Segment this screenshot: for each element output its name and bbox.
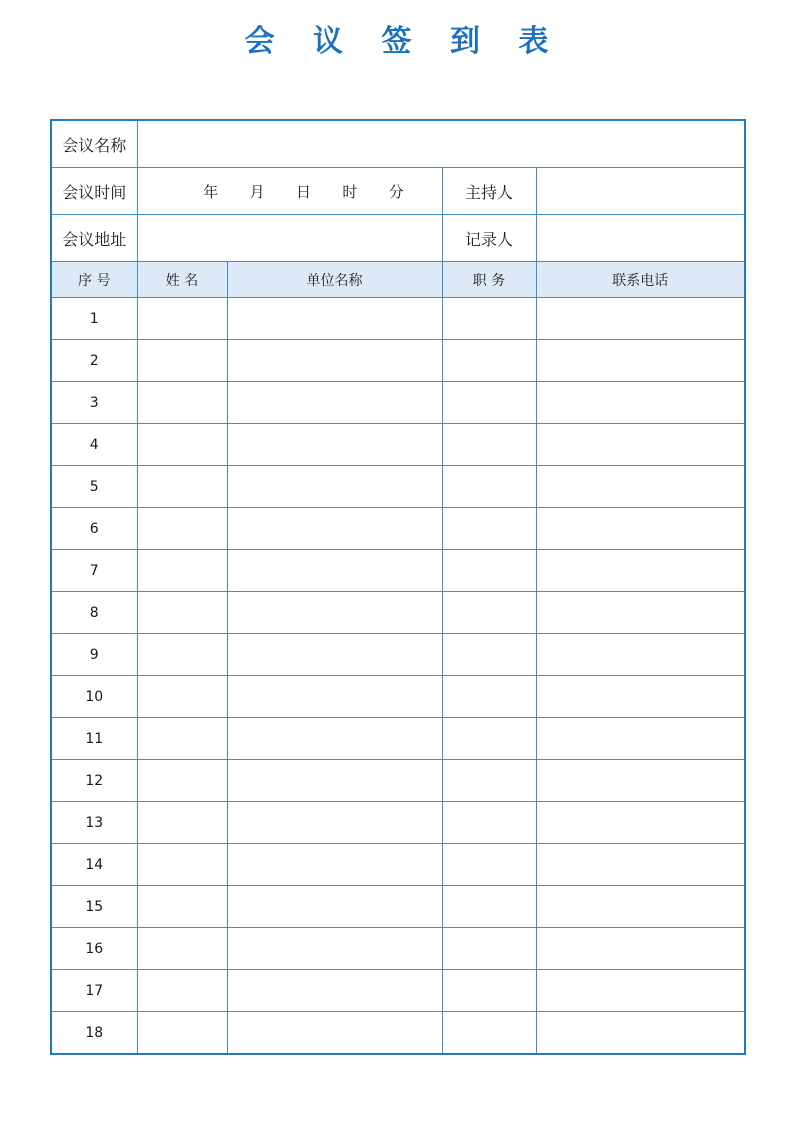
row-index: 5 [51, 466, 137, 508]
time-unit-month: 月 [249, 182, 265, 201]
row-name-cell[interactable] [137, 550, 227, 592]
table-row [51, 592, 745, 634]
column-header-row [51, 262, 745, 298]
row-position-cell[interactable] [442, 340, 536, 382]
signin-table [50, 119, 746, 1055]
row-phone-cell[interactable] [536, 550, 745, 592]
row-index: 17 [51, 970, 137, 1012]
time-unit-year: 年 [203, 182, 219, 201]
row-organization-cell[interactable] [227, 970, 442, 1012]
row-phone-cell[interactable] [536, 1012, 745, 1055]
meeting-name-label: 会议名称 [51, 120, 137, 168]
row-position-cell[interactable] [442, 592, 536, 634]
row-position-cell[interactable] [442, 382, 536, 424]
row-phone-cell[interactable] [536, 844, 745, 886]
row-index: 13 [51, 802, 137, 844]
row-organization-cell[interactable] [227, 718, 442, 760]
row-organization-cell[interactable] [227, 424, 442, 466]
meeting-address-label: 会议地址 [51, 215, 137, 262]
meeting-time-row [51, 168, 745, 215]
row-organization-cell[interactable] [227, 886, 442, 928]
table-row [51, 928, 745, 970]
time-unit-hour: 时 [342, 182, 358, 201]
table-row [51, 424, 745, 466]
row-name-cell[interactable] [137, 760, 227, 802]
row-index: 7 [51, 550, 137, 592]
row-position-cell[interactable] [442, 634, 536, 676]
row-name-cell[interactable] [137, 424, 227, 466]
row-phone-cell[interactable] [536, 676, 745, 718]
row-organization-cell[interactable] [227, 340, 442, 382]
row-position-cell[interactable] [442, 802, 536, 844]
row-organization-cell[interactable] [227, 676, 442, 718]
row-name-cell[interactable] [137, 676, 227, 718]
row-organization-cell[interactable] [227, 634, 442, 676]
row-index: 18 [51, 1012, 137, 1055]
row-organization-cell[interactable] [227, 466, 442, 508]
row-phone-cell[interactable] [536, 634, 745, 676]
column-header-position: 职 务 [442, 262, 536, 298]
meeting-address-row [51, 215, 745, 262]
meeting-name-field[interactable] [137, 120, 745, 168]
row-index: 8 [51, 592, 137, 634]
row-position-cell[interactable] [442, 970, 536, 1012]
row-phone-cell[interactable] [536, 970, 745, 1012]
row-position-cell[interactable] [442, 550, 536, 592]
row-phone-cell[interactable] [536, 382, 745, 424]
row-name-cell[interactable] [137, 634, 227, 676]
row-name-cell[interactable] [137, 466, 227, 508]
table-row [51, 340, 745, 382]
row-organization-cell[interactable] [227, 802, 442, 844]
row-organization-cell[interactable] [227, 760, 442, 802]
page-title: 会 议 签 到 表 [244, 24, 563, 59]
row-organization-cell[interactable] [227, 928, 442, 970]
column-header-index: 序 号 [51, 262, 137, 298]
row-index: 1 [51, 298, 137, 340]
row-position-cell[interactable] [442, 886, 536, 928]
table-row [51, 298, 745, 340]
row-phone-cell[interactable] [536, 592, 745, 634]
row-position-cell[interactable] [442, 298, 536, 340]
recorder-field[interactable] [536, 215, 745, 262]
row-organization-cell[interactable] [227, 508, 442, 550]
row-position-cell[interactable] [442, 466, 536, 508]
row-name-cell[interactable] [137, 298, 227, 340]
row-phone-cell[interactable] [536, 760, 745, 802]
row-position-cell[interactable] [442, 718, 536, 760]
column-header-phone: 联系电话 [536, 262, 745, 298]
row-index: 11 [51, 718, 137, 760]
row-name-cell[interactable] [137, 970, 227, 1012]
row-index: 15 [51, 886, 137, 928]
table-row [51, 508, 745, 550]
row-index: 3 [51, 382, 137, 424]
row-index: 12 [51, 760, 137, 802]
row-index: 14 [51, 844, 137, 886]
row-position-cell[interactable] [442, 424, 536, 466]
table-row [51, 718, 745, 760]
row-name-cell[interactable] [137, 340, 227, 382]
row-phone-cell[interactable] [536, 508, 745, 550]
table-row [51, 550, 745, 592]
row-organization-cell[interactable] [227, 550, 442, 592]
row-phone-cell[interactable] [536, 928, 745, 970]
row-position-cell[interactable] [442, 844, 536, 886]
time-unit-day: 日 [295, 182, 311, 201]
table-row [51, 970, 745, 1012]
row-phone-cell[interactable] [536, 298, 745, 340]
meeting-time-field[interactable] [137, 168, 442, 215]
table-row [51, 1012, 745, 1055]
host-label: 主持人 [442, 168, 536, 215]
host-field[interactable] [536, 168, 745, 215]
row-organization-cell[interactable] [227, 592, 442, 634]
row-organization-cell[interactable] [227, 1012, 442, 1055]
row-phone-cell[interactable] [536, 802, 745, 844]
recorder-label: 记录人 [442, 215, 536, 262]
meeting-address-field[interactable] [137, 215, 442, 262]
row-organization-cell[interactable] [227, 844, 442, 886]
row-position-cell[interactable] [442, 508, 536, 550]
row-name-cell[interactable] [137, 508, 227, 550]
row-name-cell[interactable] [137, 802, 227, 844]
table-row [51, 886, 745, 928]
column-header-name: 姓 名 [137, 262, 227, 298]
row-position-cell[interactable] [442, 760, 536, 802]
table-row [51, 634, 745, 676]
row-name-cell[interactable] [137, 928, 227, 970]
row-phone-cell[interactable] [536, 886, 745, 928]
row-index: 2 [51, 340, 137, 382]
meeting-time-label: 会议时间 [51, 168, 137, 215]
row-name-cell[interactable] [137, 1012, 227, 1055]
table-row [51, 382, 745, 424]
row-phone-cell[interactable] [536, 340, 745, 382]
row-index: 6 [51, 508, 137, 550]
row-position-cell[interactable] [442, 1012, 536, 1055]
table-row [51, 676, 745, 718]
row-name-cell[interactable] [137, 886, 227, 928]
row-name-cell[interactable] [137, 382, 227, 424]
row-phone-cell[interactable] [536, 466, 745, 508]
row-name-cell[interactable] [137, 844, 227, 886]
table-row [51, 466, 745, 508]
row-index: 16 [51, 928, 137, 970]
row-index: 4 [51, 424, 137, 466]
row-name-cell[interactable] [137, 718, 227, 760]
row-name-cell[interactable] [137, 592, 227, 634]
row-position-cell[interactable] [442, 676, 536, 718]
column-header-organization: 单位名称 [227, 262, 442, 298]
meeting-name-row [51, 120, 745, 168]
row-position-cell[interactable] [442, 928, 536, 970]
row-phone-cell[interactable] [536, 424, 745, 466]
table-row [51, 802, 745, 844]
row-index: 9 [51, 634, 137, 676]
row-organization-cell[interactable] [227, 382, 442, 424]
table-row [51, 844, 745, 886]
row-index: 10 [51, 676, 137, 718]
time-unit-minute: 分 [388, 182, 404, 201]
row-phone-cell[interactable] [536, 718, 745, 760]
table-row [51, 760, 745, 802]
row-organization-cell[interactable] [227, 298, 442, 340]
